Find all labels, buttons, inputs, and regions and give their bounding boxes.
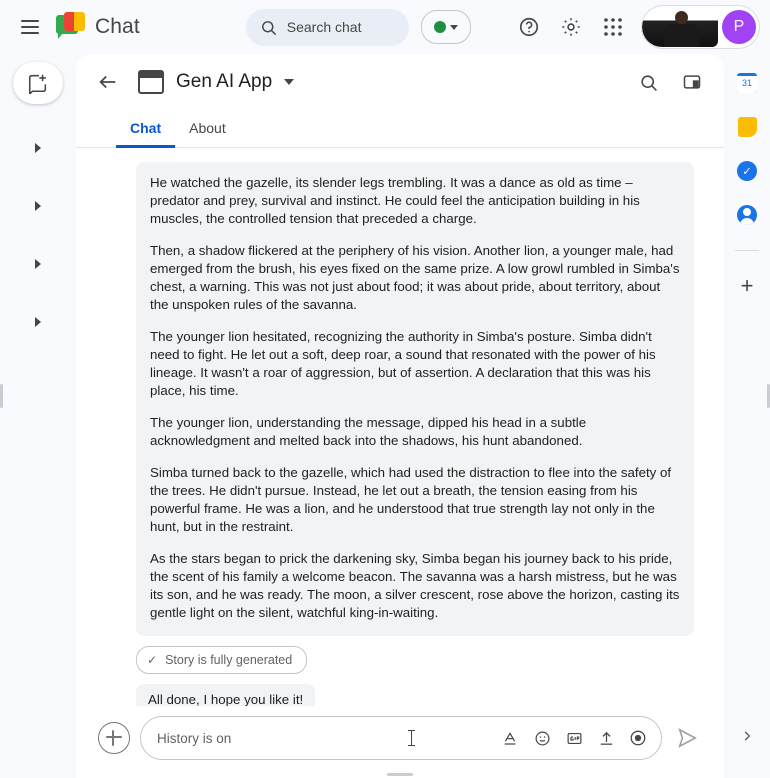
space-header-actions — [628, 62, 712, 102]
new-chat-icon[interactable] — [13, 62, 63, 104]
search-icon[interactable] — [628, 62, 668, 102]
search-input[interactable] — [246, 9, 409, 46]
top-app-bar — [0, 0, 770, 54]
back-arrow-icon[interactable] — [88, 62, 128, 102]
story-paragraph: Simba turned back to the gazelle, which had used the distraction to flee into the safety of the trees. He didn't pursue. Instead, he let out a breath, the tension easing from his powerful frame. He was a lion, and he understood that true strength lay not only in the hunt, but in the restraint. — [150, 465, 672, 534]
plus-circle-icon[interactable] — [98, 722, 130, 754]
status-badge — [136, 646, 307, 674]
presence-dot-icon — [434, 21, 446, 33]
message-input[interactable] — [140, 716, 662, 760]
tasks-check-icon: ✓ — [737, 161, 757, 181]
story-paragraph: As the stars began to prick the darkening sky, Simba began his journey back to his pride, the scent of his family a welcome beacon. The savanna was a harsh mistress, but he was its son, and he was ready. The moon, a silver crescent, rose above the horizon, casting its gentle light on the silent, watchful king-in-waiting. — [150, 551, 680, 620]
message-input-placeholder: History is on — [157, 730, 232, 746]
tasks-app-icon[interactable] — [734, 158, 760, 184]
add-app-icon[interactable]: + — [740, 273, 754, 298]
space-avatar-calendar-icon — [138, 70, 164, 94]
space-header — [76, 54, 724, 110]
chevron-right-icon[interactable] — [24, 134, 52, 162]
story-paragraph: The younger lion, understanding the message, dipped his head in a subtle acknowledgment and melted back into the shadows, his hunt abandoned. — [150, 415, 587, 448]
story-paragraph: The younger lion hesitated, recognizing the authority in Simba's posture. Simba didn't need to fight. He let out a soft, deep roar, a sound that resonated with the power of his lineage. It wasn't a roar of aggression, but of assertion. A declaration that this was his place, his time. — [150, 329, 656, 398]
search-icon — [260, 19, 277, 36]
side-panel-rail — [724, 54, 770, 778]
tab-about[interactable]: About — [189, 120, 226, 136]
open-in-side-panel-icon[interactable] — [672, 62, 712, 102]
left-drag-handle[interactable] — [0, 384, 3, 408]
apps-grid-icon[interactable] — [593, 7, 633, 47]
app-body — [0, 54, 770, 778]
story-paragraph: Then, a shadow flickered at the periphery of his vision. Another lion, a younger male, had emerged from the brush, his eyes fixed on the same prize. A low growl rumbled in Simba's chest, a warning. This was not just about food; it was about pride, about territory, about the unspoken rules of the savanna. — [150, 243, 680, 312]
emoji-icon[interactable] — [531, 727, 553, 749]
story-paragraph: He watched the gazelle, its slender legs trembling. It was a dance as old as time – predator and prey, survival and instinct. He could feel the anticipation building in his muscles, the controlled tension that preceded a charge. — [150, 175, 640, 226]
resize-handle[interactable] — [387, 773, 413, 776]
status-badge-label: Story is fully generated — [165, 653, 293, 667]
app-title: Chat — [95, 15, 140, 38]
format-text-icon[interactable] — [499, 727, 521, 749]
space-tabs — [76, 110, 724, 148]
account-chip[interactable] — [641, 5, 760, 49]
left-nav-rail — [0, 54, 76, 778]
top-bar-actions — [509, 5, 760, 49]
keep-app-icon[interactable] — [734, 114, 760, 140]
expand-side-panel-icon[interactable] — [740, 728, 754, 744]
chevron-right-icon[interactable] — [24, 308, 52, 336]
avatar[interactable]: P — [722, 10, 756, 44]
webcam-preview — [642, 7, 718, 47]
chevron-down-icon — [450, 25, 458, 30]
calendar-app-icon[interactable] — [734, 70, 760, 96]
help-icon[interactable] — [509, 7, 549, 47]
chat-logo-icon — [56, 12, 86, 42]
chevron-down-icon[interactable] — [284, 79, 294, 85]
main-menu-icon[interactable] — [10, 7, 50, 47]
composer-actions — [499, 727, 649, 749]
contacts-app-icon[interactable] — [734, 202, 760, 228]
message-bubble-story — [136, 162, 694, 636]
presence-status-button[interactable] — [421, 10, 471, 44]
gear-icon[interactable] — [551, 7, 591, 47]
brand — [56, 12, 140, 42]
conversation-panel — [76, 54, 724, 778]
tab-chat[interactable]: Chat — [116, 110, 175, 148]
divider — [735, 250, 759, 251]
check-icon: ✓ — [147, 653, 158, 667]
video-record-icon[interactable] — [627, 727, 649, 749]
search-placeholder: Search chat — [286, 19, 362, 35]
page-title: Gen AI App — [176, 71, 273, 92]
composer — [76, 706, 724, 778]
chevron-right-icon[interactable] — [24, 250, 52, 278]
message-bubble-final: All done, I hope you like it! — [136, 684, 315, 706]
upload-file-icon[interactable] — [595, 727, 617, 749]
gif-icon[interactable] — [563, 727, 585, 749]
chevron-right-icon[interactable] — [24, 192, 52, 220]
message-list[interactable] — [76, 148, 724, 706]
send-icon[interactable] — [672, 723, 702, 753]
text-cursor-icon — [411, 730, 412, 746]
